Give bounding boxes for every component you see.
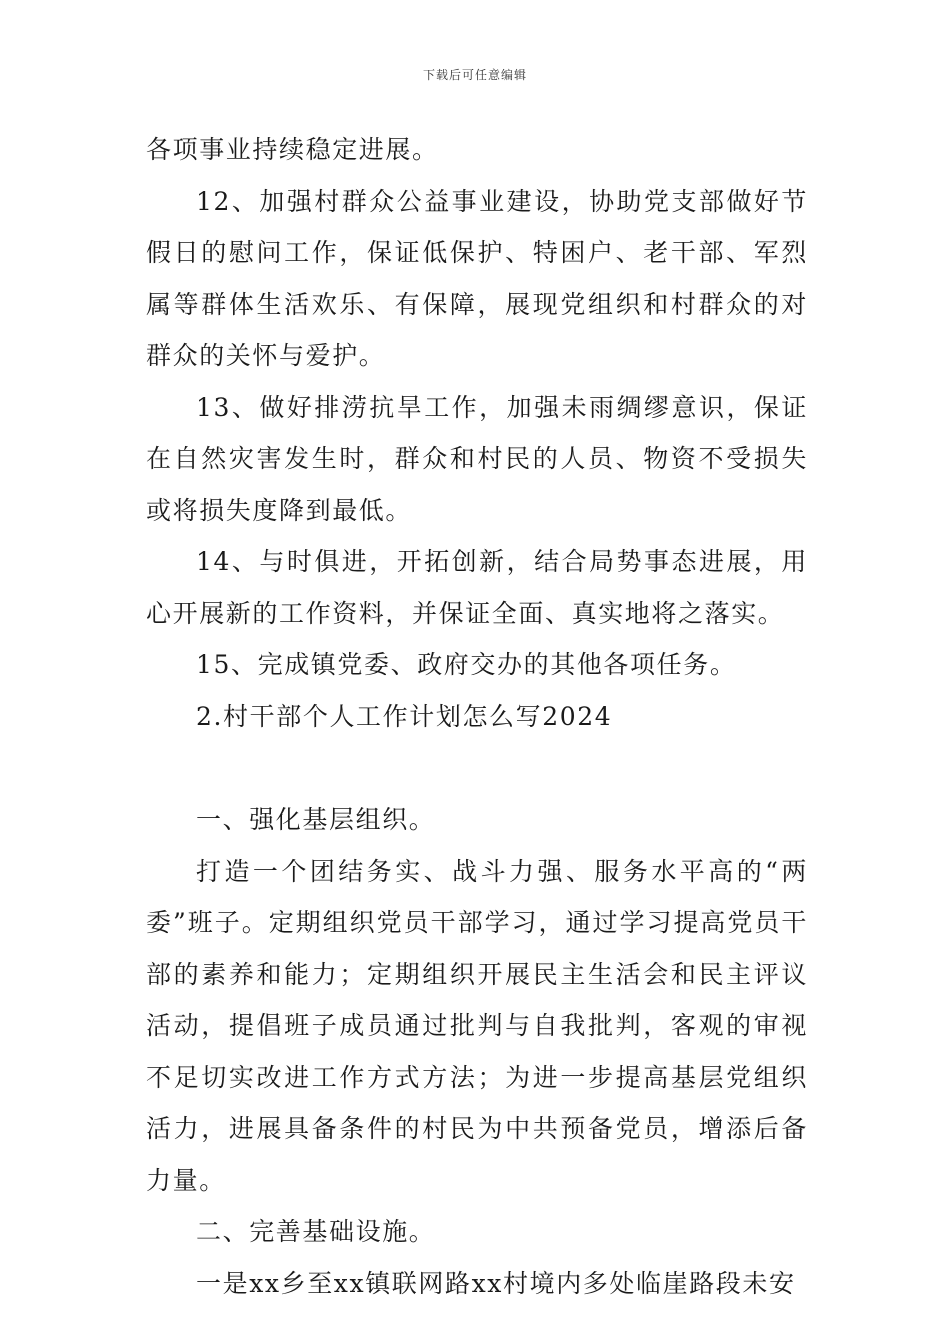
paragraph-continuation: 各项事业持续稳定进展。 bbox=[146, 135, 439, 164]
paragraph-item-15: 15、完成镇党委、政府交办的其他各项任务。 bbox=[196, 650, 737, 679]
heading-improve-infrastructure: 二、完善基础设施。 bbox=[196, 1217, 436, 1246]
paragraph-item-13: 13、做好排涝抗旱工作，加强未雨绸缪意识，保证在自然灾害发生时，群众和村民的人员、物资不受损失或将损失度降到最低。 bbox=[146, 392, 808, 525]
blank-line bbox=[146, 742, 808, 794]
document-body bbox=[146, 124, 808, 1309]
paragraph-organization-body: 打造一个团结务实、战斗力强、服务水平高的“两委”班子。定期组织党员干部学习，通过学习提高党员干部的素养和能力；定期组织开展民主生活会和民主评议活动，提倡班子成员通过批判与自我批判，客观的审视不足切实改进工作方式方法；为进一步提高基层党组织活力，进展具备条件的村民为中共预备党员，增添后备力量。 bbox=[146, 856, 808, 1195]
page-header-note: 下载后可任意编辑 bbox=[422, 68, 527, 82]
paragraph-infrastructure-body: 一是xx乡至xx镇联网路xx村境内多处临崖路段未安 bbox=[196, 1268, 796, 1298]
heading-strengthen-organization: 一、强化基层组织。 bbox=[196, 805, 436, 834]
paragraph-item-14: 14、与时俱进，开拓创新，结合局势事态进展，用心开展新的工作资料，并保证全面、真实地将之落实。 bbox=[146, 547, 808, 628]
section-title: 2.村干部个人工作计划怎么写2024 bbox=[196, 701, 613, 731]
paragraph-item-12: 12、加强村群众公益事业建设，协助党支部做好节假日的慰问工作，保证低保护、特困户、老干部、军烈属等群体生活欢乐、有保障，展现党组织和村群众的对群众的关怀与爱护。 bbox=[146, 186, 808, 370]
